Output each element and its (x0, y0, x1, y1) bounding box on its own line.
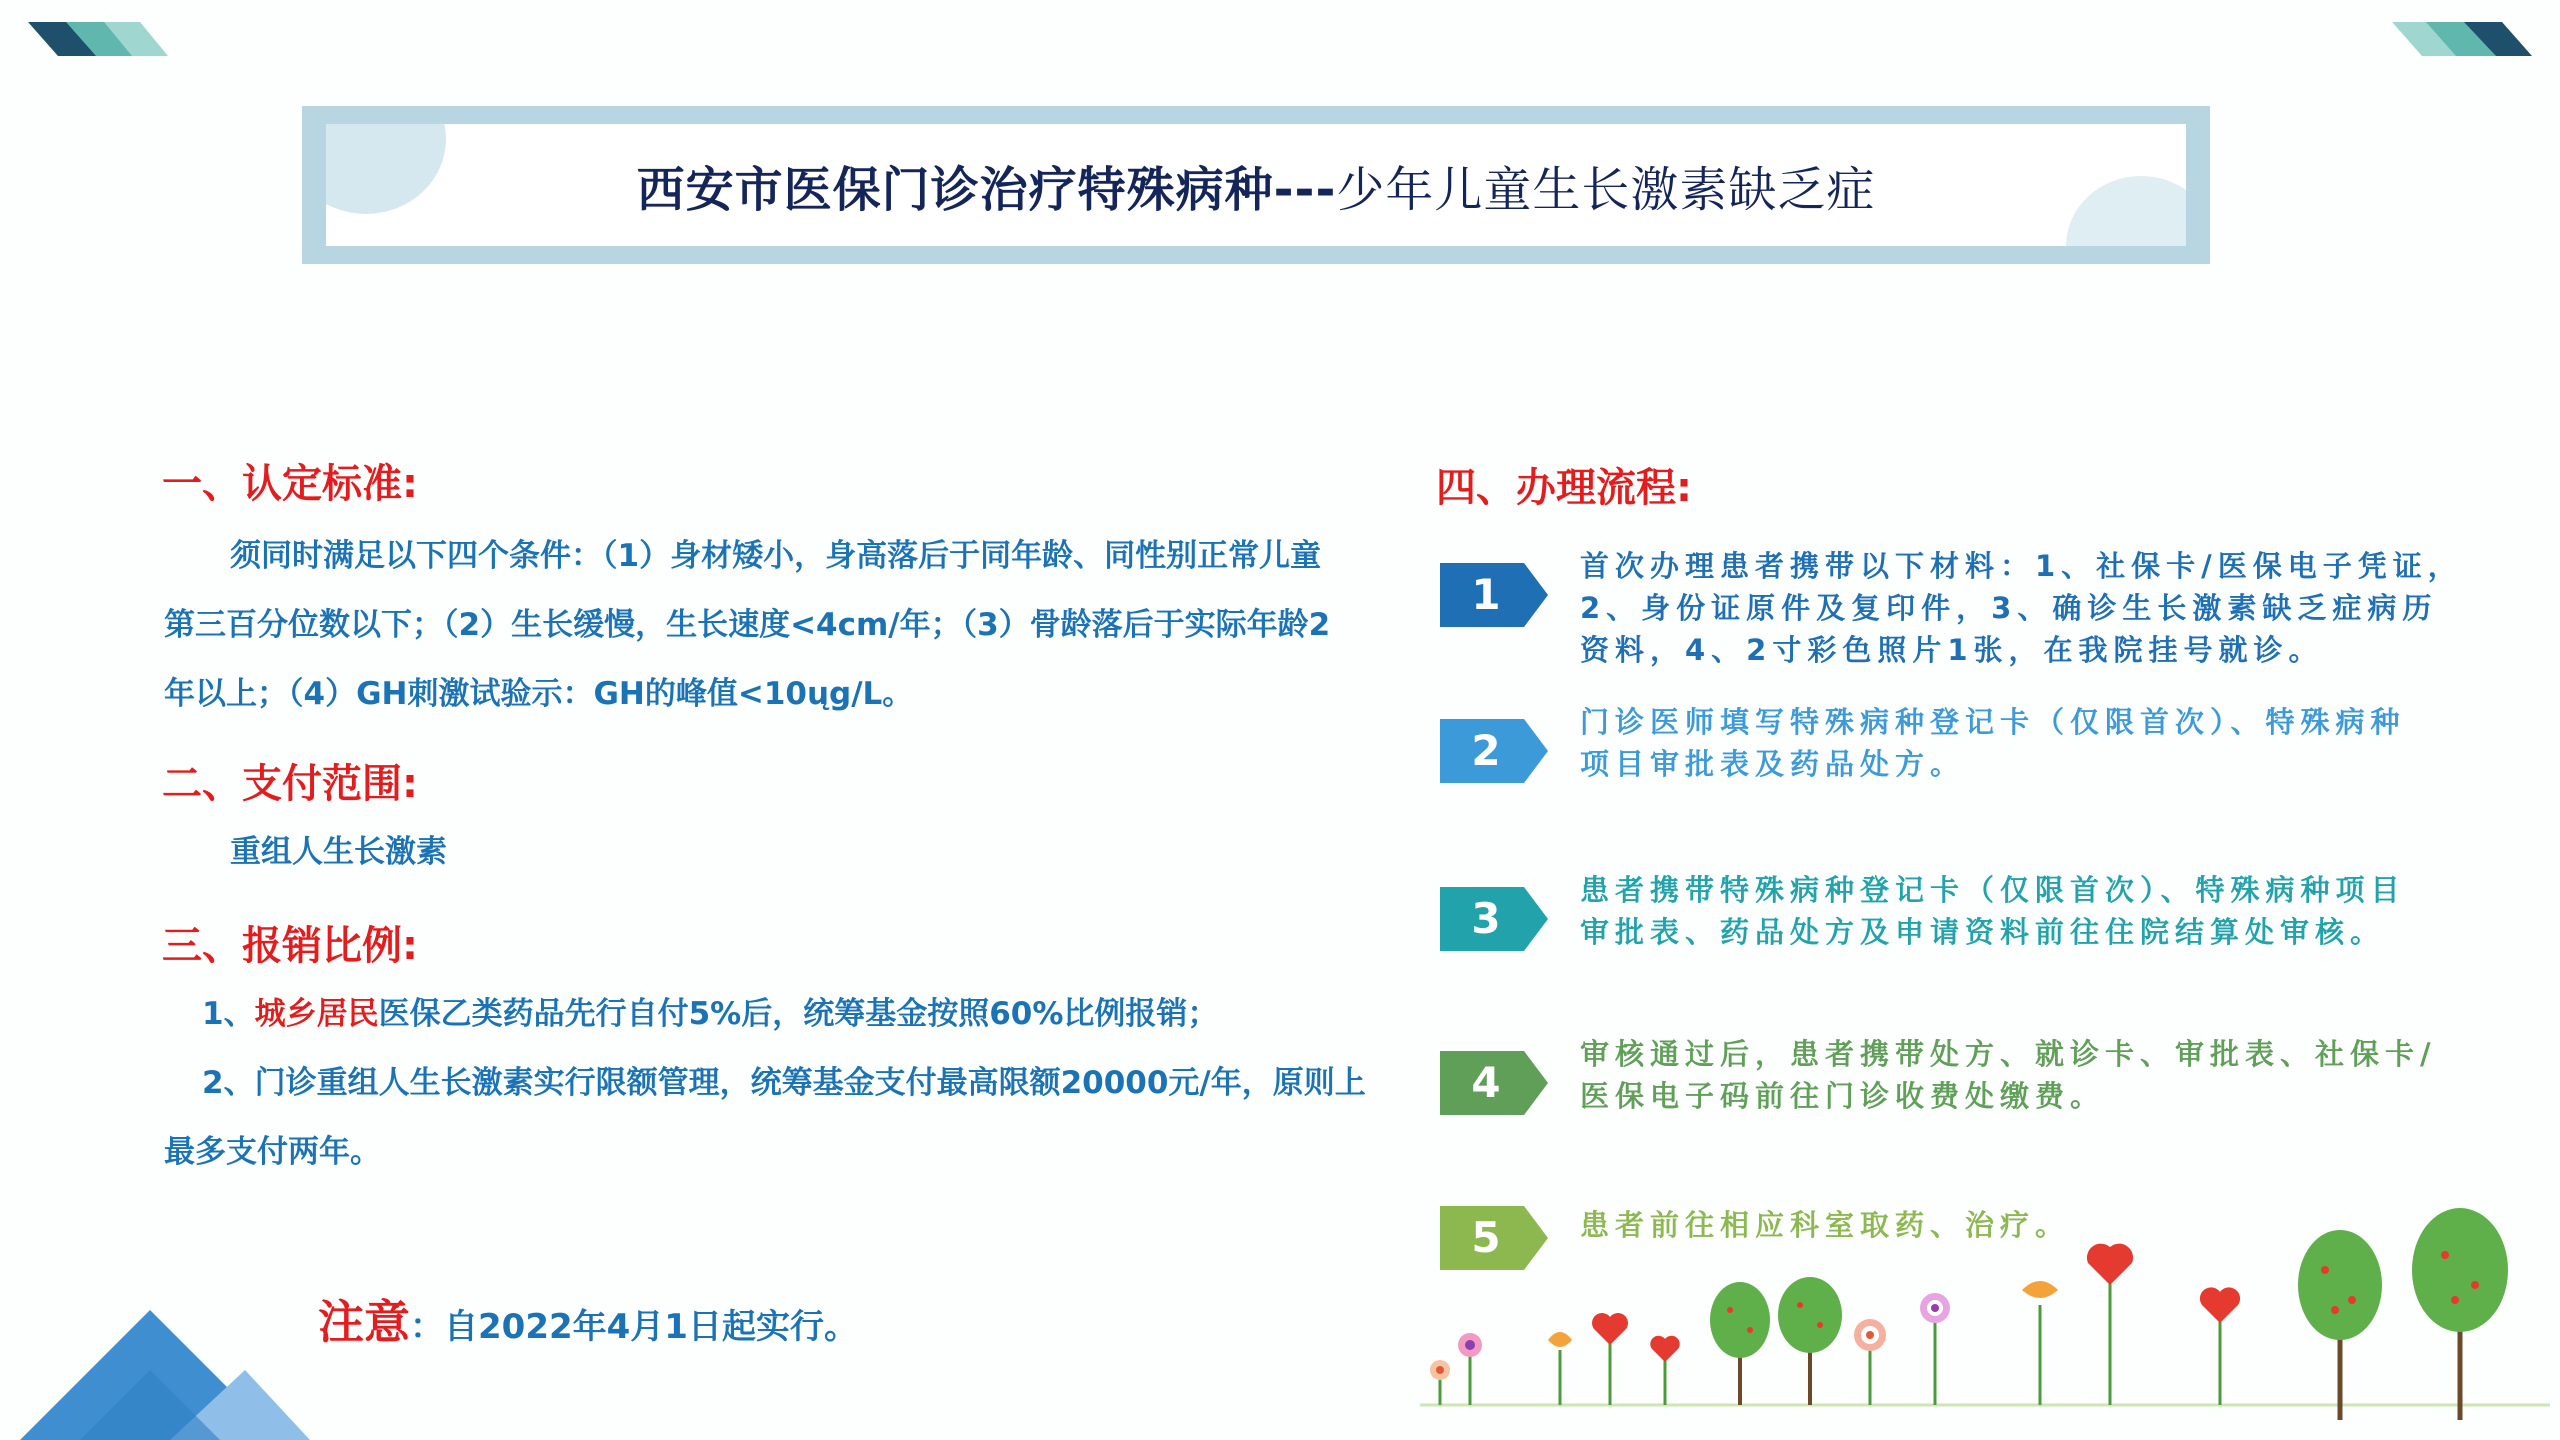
flower-icon (1548, 1332, 1572, 1405)
flower-icon (1854, 1293, 1950, 1405)
note-text: ：自2022年4月1日起实行。 (410, 1307, 858, 1347)
mountain-decoration (20, 1300, 310, 1440)
step-number: 2 (1471, 726, 1501, 775)
step-line: 医保电子码前往门诊收费处缴费。 (1580, 1079, 2106, 1113)
step-line: 患者前往相应科室取药、治疗。 (1580, 1208, 2071, 1242)
step-text (1580, 545, 2540, 671)
criteria-line: 第三百分位数以下；（2）生长缓慢，生长速度<4cm/年；（3）骨龄落后于实际年龄2 (164, 607, 1331, 643)
payment-scope-line: 重组人生长激素 (230, 834, 447, 870)
step-line: 患者携带特殊病种登记卡（仅限首次）、特殊病种项目 (1580, 873, 2406, 907)
criteria-line: 年以上；（4）GH刺激试验示：GH的峰值<10ųg/L。 (164, 676, 914, 712)
reimbursement-item-2: 2、门诊重组人生长激素实行限额管理，统筹基金支付最高限额20000元/年，原则上 (202, 1065, 1366, 1101)
section-heading-criteria: 一、认定标准: (162, 461, 418, 507)
heart-flower-icon (1592, 1313, 1680, 1405)
criteria-line: 须同时满足以下四个条件：（1）身材矮小，身高落后于同年龄、同性别正常儿童 (230, 538, 1322, 574)
note-label: 注意 (318, 1295, 410, 1349)
step-number: 5 (1471, 1213, 1501, 1262)
section-heading-payment-scope: 二、支付范围: (162, 761, 418, 807)
heart-flower-icon (2022, 1244, 2240, 1405)
flower-icon (1430, 1333, 1482, 1405)
step-line: 项目审批表及药品处方。 (1580, 747, 1966, 781)
step-number: 1 (1471, 570, 1501, 619)
step-line: 门诊医师填写特殊病种登记卡（仅限首次）、特殊病种 (1580, 705, 2406, 739)
corner-stripes-decoration (28, 22, 168, 56)
banner-decoration (2066, 176, 2186, 246)
step-line: 审核通过后，患者携带处方、就诊卡、审批表、社保卡/ (1580, 1037, 2437, 1071)
reimbursement-item-1 (164, 980, 1366, 1049)
page-title (637, 151, 1876, 220)
title-bold-part: 西安市医保门诊治疗特殊病种--- (636, 161, 1337, 218)
flower-garden-decoration (1420, 1190, 2550, 1440)
banner-decoration (326, 124, 446, 214)
step-number: 3 (1471, 894, 1501, 943)
step-line: 审批表、药品处方及申请资料前往住院结算处审核。 (1580, 915, 2386, 949)
step-line: 资料，4、2寸彩色照片1张，在我院挂号就诊。 (1580, 633, 2324, 667)
section-heading-process: 四、办理流程: (1436, 465, 1692, 511)
corner-stripes-decoration (2392, 22, 2532, 56)
payment-scope-text (230, 818, 447, 887)
step-line: 2、身份证原件及复印件，3、确诊生长激素缺乏症病历 (1580, 591, 2438, 625)
step-text (1580, 1033, 2540, 1117)
title-banner-inner (326, 124, 2186, 246)
tree-icon (1710, 1277, 1842, 1405)
title-banner (302, 106, 2210, 264)
highlight-urban-rural: 城乡居民 (254, 996, 379, 1032)
tree-icon (2298, 1208, 2508, 1420)
title-normal-part: 少年儿童生长激素缺乏症 (1336, 161, 1876, 218)
section-heading-reimbursement: 三、报销比例: (162, 923, 418, 969)
step-text (1580, 701, 2540, 785)
item-rest: 医保乙类药品先行自付5%后，统筹基金按照60%比例报销； (378, 996, 1219, 1032)
criteria-text (164, 522, 1330, 729)
item-prefix: 1、 (202, 996, 255, 1032)
step-number: 4 (1471, 1058, 1501, 1107)
reimbursement-item-2-cont: 最多支付两年。 (164, 1134, 381, 1170)
effective-date-note (318, 1286, 858, 1352)
step-line: 首次办理患者携带以下材料：1、社保卡/医保电子凭证， (1580, 549, 2463, 583)
reimbursement-text (164, 980, 1366, 1187)
step-text (1580, 869, 2540, 953)
